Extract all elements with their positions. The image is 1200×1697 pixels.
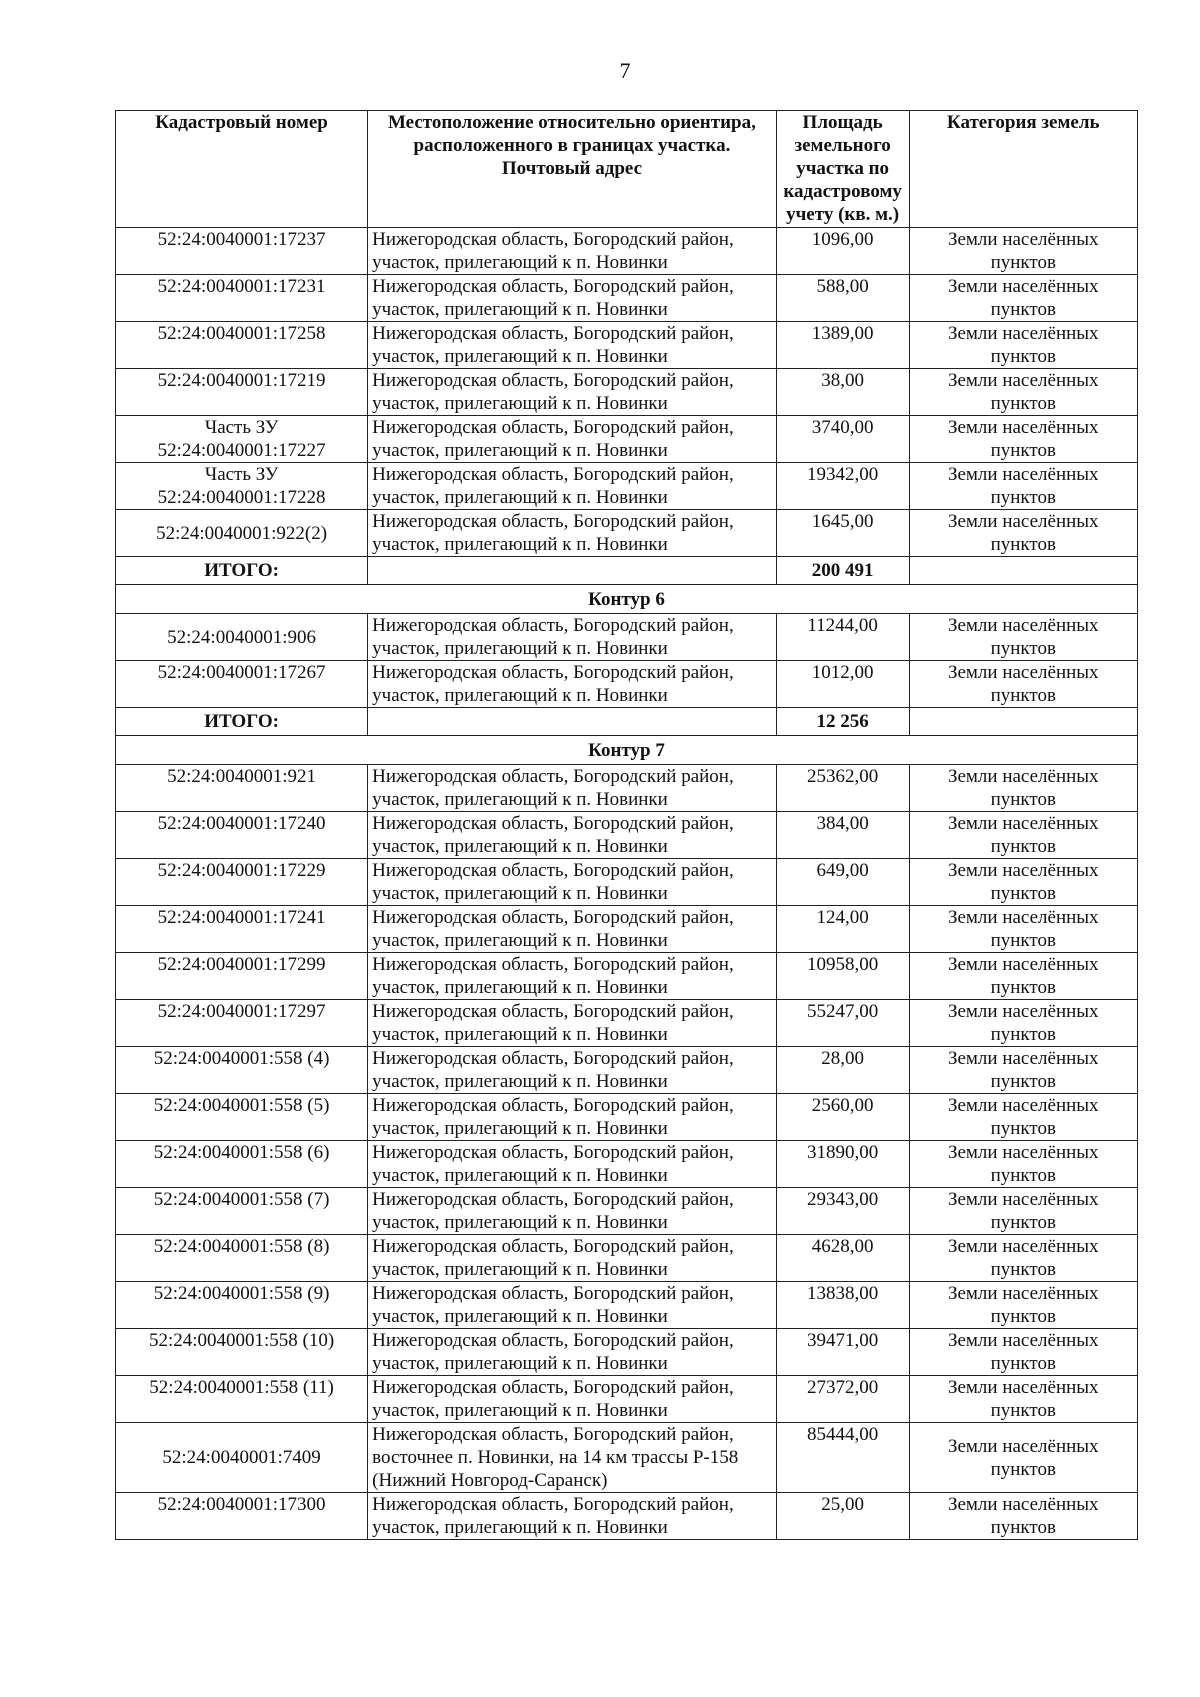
cadastral-number <box>116 228 368 275</box>
location-cell: Нижегородская область, Богородский район, участок, прилегающий к п. Новинки <box>368 1235 777 1282</box>
cadastral-number <box>116 661 368 708</box>
contour-heading: Контур 6 <box>116 585 1138 614</box>
cadastral-number <box>116 1235 368 1282</box>
area-cell: 85444,00 <box>776 1423 909 1493</box>
table-row <box>116 416 1138 463</box>
category-cell: Земли населённых пунктов <box>909 765 1138 812</box>
table-row <box>116 228 1138 275</box>
table-row <box>116 1329 1138 1376</box>
cadastral-number-line: 52:24:0040001:906 <box>167 626 316 648</box>
area-cell: 3740,00 <box>776 416 909 463</box>
area-cell: 4628,00 <box>776 1235 909 1282</box>
cadastral-number <box>116 1188 368 1235</box>
total-row <box>116 708 1138 736</box>
cadastral-number <box>116 322 368 369</box>
cadastral-number-line: 52:24:0040001:558 (8) <box>153 1236 330 1257</box>
area-cell: 28,00 <box>776 1047 909 1094</box>
category-cell: Земли населённых пунктов <box>909 812 1138 859</box>
area-cell: 55247,00 <box>776 1000 909 1047</box>
area-cell: 1389,00 <box>776 322 909 369</box>
location-cell: Нижегородская область, Богородский район, участок, прилегающий к п. Новинки <box>368 322 777 369</box>
cadastral-number-line: 52:24:0040001:922(2) <box>156 522 328 544</box>
area-cell: 13838,00 <box>776 1282 909 1329</box>
location-cell: Нижегородская область, Богородский район, участок, прилегающий к п. Новинки <box>368 812 777 859</box>
total-label: ИТОГО: <box>116 708 368 736</box>
area-cell: 39471,00 <box>776 1329 909 1376</box>
cadastral-number <box>116 1423 368 1493</box>
table-body <box>116 228 1138 1540</box>
area-cell: 29343,00 <box>776 1188 909 1235</box>
location-cell: Нижегородская область, Богородский район, участок, прилегающий к п. Новинки <box>368 1376 777 1423</box>
category-cell: Земли населённых пунктов <box>909 1141 1138 1188</box>
total-empty-cell <box>909 708 1138 736</box>
category-cell: Земли населённых пунктов <box>909 614 1138 661</box>
cadastral-number-line: 52:24:0040001:17229 <box>157 860 326 881</box>
location-cell: Нижегородская область, Богородский район, участок, прилегающий к п. Новинки <box>368 369 777 416</box>
cadastral-number <box>116 1329 368 1376</box>
category-cell: Земли населённых пунктов <box>909 369 1138 416</box>
category-cell: Земли населённых пунктов <box>909 1493 1138 1540</box>
category-cell: Земли населённых пунктов <box>909 1000 1138 1047</box>
location-cell: Нижегородская область, Богородский район, участок, прилегающий к п. Новинки <box>368 1094 777 1141</box>
cadastral-number <box>116 765 368 812</box>
cadastral-number-line: 52:24:0040001:558 (11) <box>149 1377 334 1398</box>
area-cell: 384,00 <box>776 812 909 859</box>
location-cell: Нижегородская область, Богородский район, участок, прилегающий к п. Новинки <box>368 1047 777 1094</box>
table-row <box>116 614 1138 661</box>
location-cell: Нижегородская область, Богородский район, участок, прилегающий к п. Новинки <box>368 1329 777 1376</box>
table-row <box>116 1141 1138 1188</box>
cadastral-number <box>116 1282 368 1329</box>
cadastral-number-line: 52:24:0040001:17299 <box>157 954 326 975</box>
cadastral-number-line: 52:24:0040001:558 (6) <box>153 1142 330 1163</box>
page-number: 7 <box>619 58 631 83</box>
total-row <box>116 557 1138 585</box>
category-cell: Земли населённых пунктов <box>909 1282 1138 1329</box>
area-cell: 25362,00 <box>776 765 909 812</box>
area-cell: 1096,00 <box>776 228 909 275</box>
contour-heading-row <box>116 585 1138 614</box>
contour-heading-row <box>116 736 1138 765</box>
table-row <box>116 275 1138 322</box>
area-cell: 10958,00 <box>776 953 909 1000</box>
category-cell: Земли населённых пунктов <box>909 906 1138 953</box>
area-cell: 1645,00 <box>776 510 909 557</box>
cadastral-number <box>116 416 368 463</box>
category-cell: Земли населённых пунктов <box>909 275 1138 322</box>
area-cell: 588,00 <box>776 275 909 322</box>
location-cell: Нижегородская область, Богородский район, участок, прилегающий к п. Новинки <box>368 614 777 661</box>
total-empty-cell <box>909 557 1138 585</box>
category-cell: Земли населённых пунктов <box>909 322 1138 369</box>
table-row <box>116 1282 1138 1329</box>
table-row <box>116 1423 1138 1493</box>
header-location: Местоположение относительно ориентира, расположенного в границах участка. Почтовый адрес <box>368 111 777 228</box>
table-row <box>116 1000 1138 1047</box>
category-cell: Земли населённых пунктов <box>909 953 1138 1000</box>
location-cell: Нижегородская область, Богородский район, участок, прилегающий к п. Новинки <box>368 463 777 510</box>
cadastral-number-line: 52:24:0040001:17228 <box>157 487 326 508</box>
cadastral-number-line: Часть ЗУ <box>204 417 279 438</box>
location-cell: Нижегородская область, Богородский район, восточнее п. Новинки, на 14 км трассы Р-158 (Нижний Новгород-Саранск) <box>368 1423 777 1493</box>
table-row <box>116 1047 1138 1094</box>
cadastral-number <box>116 1493 368 1540</box>
cadastral-number <box>116 1047 368 1094</box>
total-value: 200 491 <box>776 557 909 585</box>
table-row <box>116 953 1138 1000</box>
area-cell: 2560,00 <box>776 1094 909 1141</box>
category-cell: Земли населённых пунктов <box>909 1329 1138 1376</box>
area-cell: 27372,00 <box>776 1376 909 1423</box>
area-cell: 11244,00 <box>776 614 909 661</box>
category-cell: Земли населённых пунктов <box>909 859 1138 906</box>
cadastral-number <box>116 275 368 322</box>
cadastral-number-line: 52:24:0040001:558 (5) <box>153 1095 330 1116</box>
location-cell: Нижегородская область, Богородский район, участок, прилегающий к п. Новинки <box>368 1141 777 1188</box>
category-cell: Земли населённых пунктов <box>909 416 1138 463</box>
cadastral-number-line: 52:24:0040001:17241 <box>157 907 326 928</box>
table-row <box>116 859 1138 906</box>
cadastral-number-line: 52:24:0040001:17297 <box>157 1001 326 1022</box>
table-row <box>116 765 1138 812</box>
cadastral-number <box>116 953 368 1000</box>
location-cell: Нижегородская область, Богородский район, участок, прилегающий к п. Новинки <box>368 228 777 275</box>
location-cell: Нижегородская область, Богородский район, участок, прилегающий к п. Новинки <box>368 953 777 1000</box>
area-cell: 124,00 <box>776 906 909 953</box>
header-category: Категория земель <box>909 111 1138 228</box>
table-row <box>116 661 1138 708</box>
category-cell: Земли населённых пунктов <box>909 1423 1138 1493</box>
location-cell: Нижегородская область, Богородский район, участок, прилегающий к п. Новинки <box>368 1188 777 1235</box>
table-row <box>116 1188 1138 1235</box>
category-cell: Земли населённых пунктов <box>909 1235 1138 1282</box>
location-cell: Нижегородская область, Богородский район, участок, прилегающий к п. Новинки <box>368 661 777 708</box>
cadastral-number-line: 52:24:0040001:17227 <box>157 440 326 461</box>
table-header-row <box>116 111 1138 228</box>
cadastral-number-line: 52:24:0040001:558 (7) <box>153 1189 330 1210</box>
cadastral-number <box>116 812 368 859</box>
area-cell: 31890,00 <box>776 1141 909 1188</box>
land-registry-table <box>115 110 1138 1540</box>
table-row <box>116 812 1138 859</box>
cadastral-number-line: 52:24:0040001:558 (9) <box>153 1283 330 1304</box>
cadastral-number-line: 52:24:0040001:17240 <box>157 813 326 834</box>
cadastral-number <box>116 859 368 906</box>
table-row <box>116 463 1138 510</box>
area-cell: 19342,00 <box>776 463 909 510</box>
cadastral-number-line: 52:24:0040001:17300 <box>157 1494 326 1515</box>
total-value: 12 256 <box>776 708 909 736</box>
category-cell: Земли населённых пунктов <box>909 1047 1138 1094</box>
total-empty-cell <box>368 708 777 736</box>
cadastral-number-line: 52:24:0040001:7409 <box>162 1447 321 1468</box>
location-cell: Нижегородская область, Богородский район, участок, прилегающий к п. Новинки <box>368 1493 777 1540</box>
cadastral-number-line: 52:24:0040001:921 <box>167 766 316 787</box>
area-cell: 649,00 <box>776 859 909 906</box>
location-cell: Нижегородская область, Богородский район, участок, прилегающий к п. Новинки <box>368 765 777 812</box>
cadastral-number <box>116 1094 368 1141</box>
area-cell: 25,00 <box>776 1493 909 1540</box>
cadastral-number <box>116 1376 368 1423</box>
cadastral-number-line: 52:24:0040001:558 (10) <box>148 1330 335 1351</box>
cadastral-number-line: 52:24:0040001:17258 <box>157 323 326 344</box>
cadastral-number <box>116 463 368 510</box>
contour-heading: Контур 7 <box>116 736 1138 765</box>
category-cell: Земли населённых пунктов <box>909 228 1138 275</box>
cadastral-number <box>116 369 368 416</box>
cadastral-number <box>116 906 368 953</box>
table-row <box>116 1235 1138 1282</box>
category-cell: Земли населённых пунктов <box>909 661 1138 708</box>
cadastral-number-line: 52:24:0040001:558 (4) <box>153 1048 330 1069</box>
cadastral-number <box>116 1141 368 1188</box>
category-cell: Земли населённых пунктов <box>909 1376 1138 1423</box>
cadastral-number <box>116 614 368 661</box>
table-row <box>116 322 1138 369</box>
category-cell: Земли населённых пунктов <box>909 510 1138 557</box>
table-row <box>116 369 1138 416</box>
location-cell: Нижегородская область, Богородский район, участок, прилегающий к п. Новинки <box>368 859 777 906</box>
table-row <box>116 906 1138 953</box>
category-cell: Земли населённых пунктов <box>909 1188 1138 1235</box>
table-row <box>116 510 1138 557</box>
area-cell: 38,00 <box>776 369 909 416</box>
table-row <box>116 1376 1138 1423</box>
category-cell: Земли населённых пунктов <box>909 1094 1138 1141</box>
location-cell: Нижегородская область, Богородский район, участок, прилегающий к п. Новинки <box>368 906 777 953</box>
cadastral-number <box>116 1000 368 1047</box>
cadastral-number <box>116 510 368 557</box>
area-cell: 1012,00 <box>776 661 909 708</box>
cadastral-number-line: 52:24:0040001:17267 <box>157 662 326 683</box>
header-cadastral: Кадастровый номер <box>116 111 368 228</box>
table-row <box>116 1493 1138 1540</box>
header-area: Площадь земельного участка по кадастровому учету (кв. м.) <box>776 111 909 228</box>
cadastral-number-line: 52:24:0040001:17219 <box>157 370 326 391</box>
location-cell: Нижегородская область, Богородский район, участок, прилегающий к п. Новинки <box>368 1282 777 1329</box>
category-cell: Земли населённых пунктов <box>909 463 1138 510</box>
table-row <box>116 1094 1138 1141</box>
location-cell: Нижегородская область, Богородский район, участок, прилегающий к п. Новинки <box>368 275 777 322</box>
location-cell: Нижегородская область, Богородский район, участок, прилегающий к п. Новинки <box>368 416 777 463</box>
total-empty-cell <box>368 557 777 585</box>
location-cell: Нижегородская область, Богородский район, участок, прилегающий к п. Новинки <box>368 1000 777 1047</box>
total-label: ИТОГО: <box>116 557 368 585</box>
cadastral-number-line: Часть ЗУ <box>204 464 279 485</box>
cadastral-number-line: 52:24:0040001:17231 <box>157 276 326 297</box>
location-cell: Нижегородская область, Богородский район, участок, прилегающий к п. Новинки <box>368 510 777 557</box>
cadastral-number-line: 52:24:0040001:17237 <box>157 229 326 250</box>
